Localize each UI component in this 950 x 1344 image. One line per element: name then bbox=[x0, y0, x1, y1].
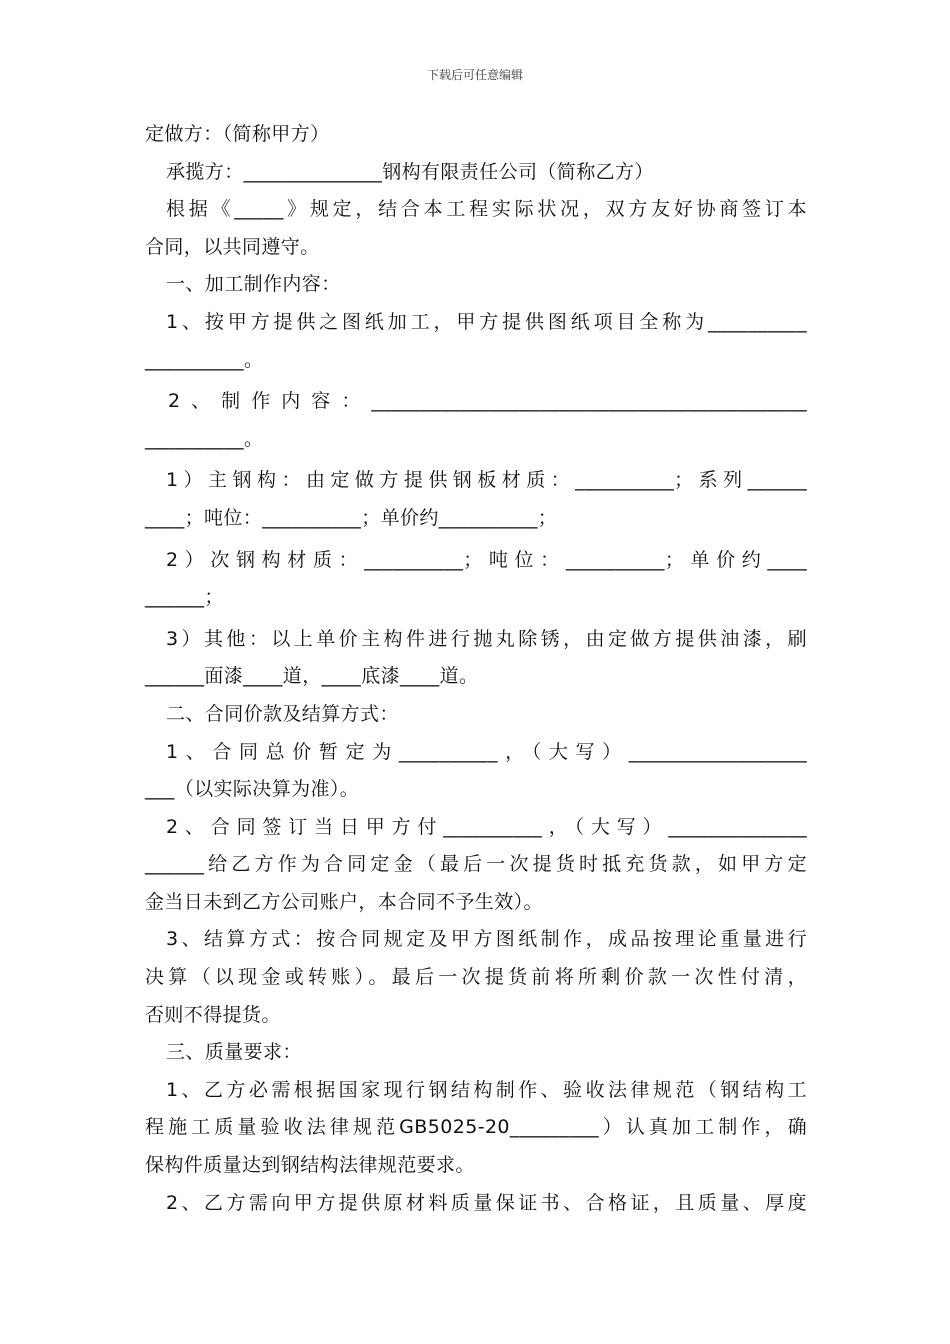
text-line: 2、合同签订当日甲方付__________，（大写）______________ bbox=[166, 815, 807, 838]
text-line: 程施工质量验收法律规范GB5025-20_________）认真加工制作，确 bbox=[145, 1116, 807, 1139]
text-line: 金当日未到乙方公司账户，本合同不予生效）。 bbox=[145, 890, 543, 913]
text-line: ____；吨位：__________；单价约__________； bbox=[145, 506, 558, 529]
text-line: 否则不得提货。 bbox=[145, 1003, 281, 1026]
text-line: 1、按甲方提供之图纸加工，甲方提供图纸项目全称为__________ bbox=[166, 310, 807, 333]
text-line: 定做方：（简称甲方） bbox=[145, 123, 330, 145]
contract-body bbox=[145, 116, 807, 1222]
page-header: 下载后可任意编辑 bbox=[426, 68, 523, 82]
text-line: ______； bbox=[145, 586, 224, 609]
text-line: __________。 bbox=[145, 427, 264, 450]
section-heading: 一、加工制作内容： bbox=[166, 273, 341, 296]
section-heading: 三、质量要求： bbox=[166, 1041, 302, 1064]
text-line: 3）其他：以上单价主构件进行抛丸除锈，由定做方提供油漆，刷 bbox=[166, 627, 807, 650]
text-line: 保构件质量达到钢结构法律规范要求。 bbox=[145, 1154, 475, 1177]
text-line: 1、乙方必需根据国家现行钢结构制作、验收法律规范（钢结构工 bbox=[166, 1078, 807, 1101]
text-line: ___（以实际决算为准）。 bbox=[145, 778, 360, 801]
text-line: 决算（以现金或转账）。最后一次提货前将所剩价款一次性付清， bbox=[145, 966, 807, 989]
text-line: 1、合同总价暂定为__________，（大写）__________________ bbox=[166, 740, 807, 763]
text-line: 2、乙方需向甲方提供原材料质量保证书、合格证，且质量、厚度 bbox=[166, 1191, 807, 1214]
text-line: ______面漆____道，____底漆____道。 bbox=[145, 665, 479, 688]
text-line: 3、结算方式：按合同规定及甲方图纸制作，成品按理论重量进行 bbox=[166, 928, 807, 951]
text-line: 合同，以共同遵守。 bbox=[145, 235, 320, 258]
text-line: 2、制作内容：____________________________________________ bbox=[168, 390, 807, 413]
text-line: 1）主钢构：由定做方提供钢板材质：__________；系列______ bbox=[166, 469, 807, 492]
text-line: ______给乙方作为合同定金（最后一次提货时抵充货款，如甲方定 bbox=[145, 853, 807, 876]
text-line: 2）次钢构材质：__________；吨位：__________；单价约____ bbox=[166, 548, 807, 571]
text-line: __________。 bbox=[145, 348, 264, 371]
text-line: 根据《_____》规定，结合本工程实际状况，双方友好协商签订本 bbox=[166, 198, 807, 221]
section-heading: 二、合同价款及结算方式： bbox=[166, 702, 399, 725]
text-line: 承揽方：______________钢构有限责任公司（简称乙方） bbox=[166, 160, 654, 183]
